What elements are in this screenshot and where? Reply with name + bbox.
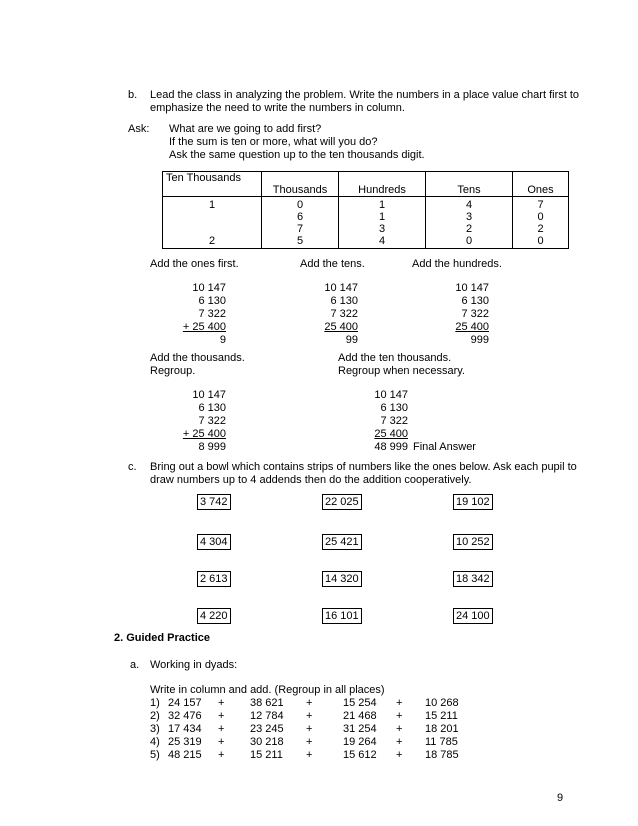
table-cell: 0 <box>465 235 473 247</box>
col-hundreds <box>339 197 426 249</box>
addend: + 25 400 <box>182 321 226 333</box>
header-thousands: Thousands <box>262 172 339 197</box>
ask-line-2: If the sum is ten or more, what will you do? <box>169 136 378 148</box>
addend: 7 322 <box>330 308 358 320</box>
value: 18 201 <box>425 723 459 735</box>
sum-result: 8 999 <box>198 441 226 453</box>
number-strip: 19 102 <box>453 494 493 510</box>
value: 31 254 <box>343 723 377 735</box>
plus-sign: + <box>396 749 403 761</box>
step-regroup-necessary-label: Regroup when necessary. <box>338 365 465 377</box>
number-strip: 4 304 <box>197 534 231 550</box>
table-cell: 2 <box>537 223 544 235</box>
value: 19 264 <box>343 736 377 748</box>
guided-instruction: Write in column and add. (Regroup in all places) <box>150 684 385 696</box>
table-cell: 7 <box>537 199 544 211</box>
header-hundreds: Hundreds <box>339 172 426 197</box>
plus-sign: + <box>396 723 403 735</box>
plus-sign: + <box>306 736 313 748</box>
table-cell <box>166 223 258 235</box>
addend: 7 322 <box>380 415 408 427</box>
value: 15 612 <box>343 749 377 761</box>
number-strip: 2 613 <box>197 571 231 587</box>
guided-practice-heading: 2. Guided Practice <box>114 632 210 644</box>
plus-sign: + <box>218 749 225 761</box>
sum-result: 999 <box>470 334 489 346</box>
plus-sign: + <box>306 723 313 735</box>
row-number: 2) <box>150 710 160 722</box>
step-ones-label: Add the ones first. <box>150 258 239 270</box>
value: 15 254 <box>343 697 377 709</box>
ask-line-1: What are we going to add first? <box>169 123 322 135</box>
row-number: 1) <box>150 697 160 709</box>
col-tens <box>426 197 513 249</box>
plus-sign: + <box>306 749 313 761</box>
value: 32 476 <box>168 710 202 722</box>
header-ones: Ones <box>513 172 569 197</box>
value: 25 319 <box>168 736 202 748</box>
addend: 10 147 <box>324 282 358 294</box>
table-cell <box>166 211 258 223</box>
number-strip: 18 342 <box>453 571 493 587</box>
addend: 10 147 <box>374 389 408 401</box>
value: 12 784 <box>250 710 284 722</box>
table-cell: 1 <box>208 199 216 211</box>
step-hundreds-label: Add the hundreds. <box>412 258 502 270</box>
sum-result: 48 999 <box>374 441 408 453</box>
plus-sign: + <box>396 710 403 722</box>
number-strip: 10 252 <box>453 534 493 550</box>
col-ones <box>513 197 569 249</box>
step-b-line-2: emphasize the need to write the numbers in column. <box>150 102 405 114</box>
table-header-row <box>163 172 569 197</box>
value: 17 434 <box>168 723 202 735</box>
value: 38 621 <box>250 697 284 709</box>
value: 23 245 <box>250 723 284 735</box>
guided-sub-letter: a. <box>130 659 140 671</box>
table-cell: 0 <box>537 235 544 247</box>
number-strip: 3 742 <box>197 494 231 510</box>
addend: 7 322 <box>198 308 226 320</box>
col-ten-thousands <box>163 197 262 249</box>
number-strip: 4 220 <box>197 608 231 624</box>
table-cell: 1 <box>378 199 386 211</box>
plus-sign: + <box>306 710 313 722</box>
step-regroup-label: Regroup. <box>150 365 196 377</box>
addend: 10 147 <box>192 282 226 294</box>
header-tens: Tens <box>426 172 513 197</box>
row-number: 5) <box>150 749 160 761</box>
addend: 6 130 <box>380 402 408 414</box>
number-strip: 16 101 <box>322 608 362 624</box>
plus-sign: + <box>218 723 225 735</box>
ask-label: Ask: <box>128 123 150 135</box>
addend: 10 147 <box>455 282 489 294</box>
plus-sign: + <box>218 697 225 709</box>
addend: 6 130 <box>330 295 358 307</box>
value: 15 211 <box>425 710 458 722</box>
table-row <box>163 197 569 249</box>
addend: 7 322 <box>461 308 489 320</box>
place-value-table <box>162 171 569 249</box>
value: 48 215 <box>168 749 202 761</box>
addend: 25 400 <box>455 321 489 333</box>
table-cell: 4 <box>378 235 386 247</box>
addend: + 25 400 <box>182 428 226 440</box>
value: 30 218 <box>250 736 284 748</box>
table-cell: 0 <box>296 199 304 211</box>
row-number: 3) <box>150 723 160 735</box>
table-cell: 3 <box>465 211 473 223</box>
plus-sign: + <box>396 736 403 748</box>
sum-result: 99 <box>345 334 358 346</box>
table-cell: 0 <box>537 211 544 223</box>
step-thousands-label: Add the thousands. <box>150 352 245 364</box>
plus-sign: + <box>306 697 313 709</box>
table-cell: 2 <box>465 223 473 235</box>
addend: 25 400 <box>374 428 408 440</box>
step-tens-label: Add the tens. <box>300 258 365 270</box>
number-strip: 22 025 <box>322 494 362 510</box>
number-strip: 14 320 <box>322 571 362 587</box>
value: 18 785 <box>425 749 459 761</box>
table-cell: 6 <box>296 211 304 223</box>
col-thousands <box>262 197 339 249</box>
number-strip: 25 421 <box>322 534 362 550</box>
table-cell: 5 <box>296 235 304 247</box>
value: 15 211 <box>250 749 283 761</box>
value: 24 157 <box>168 697 202 709</box>
number-strip: 24 100 <box>453 608 493 624</box>
table-cell: 1 <box>378 211 386 223</box>
row-number: 4) <box>150 736 160 748</box>
ask-line-3: Ask the same question up to the ten thousands digit. <box>169 149 425 161</box>
step-b-letter: b. <box>128 89 138 101</box>
step-c-letter: c. <box>128 461 137 473</box>
addend: 6 130 <box>461 295 489 307</box>
final-answer-note: Final Answer <box>413 441 476 453</box>
addend: 10 147 <box>192 389 226 401</box>
step-ten-thousands-label: Add the ten thousands. <box>338 352 452 364</box>
sum-result: 9 <box>219 334 226 346</box>
addend: 7 322 <box>198 415 226 427</box>
step-c-line-2: draw numbers up to 4 addends then do the addition cooperatively. <box>150 474 472 486</box>
value: 10 268 <box>425 697 459 709</box>
page-number: 9 <box>557 792 564 804</box>
plus-sign: + <box>218 710 225 722</box>
plus-sign: + <box>218 736 225 748</box>
value: 21 468 <box>343 710 377 722</box>
header-ten-thousands: Ten Thousands <box>163 172 262 197</box>
table-cell: 7 <box>296 223 304 235</box>
plus-sign: + <box>396 697 403 709</box>
step-c-line-1: Bring out a bowl which contains strips of numbers like the ones below. Ask each pupil to <box>150 461 577 473</box>
step-b-line-1: Lead the class in analyzing the problem. Write the numbers in a place value chart first to <box>150 89 580 101</box>
table-cell: 4 <box>465 199 473 211</box>
guided-sub-label: Working in dyads: <box>150 659 238 671</box>
addend: 25 400 <box>324 321 358 333</box>
value: 11 785 <box>425 736 458 748</box>
table-cell: 3 <box>378 223 386 235</box>
addend: 6 130 <box>198 295 226 307</box>
addend: 6 130 <box>198 402 226 414</box>
table-cell: 2 <box>208 235 216 247</box>
